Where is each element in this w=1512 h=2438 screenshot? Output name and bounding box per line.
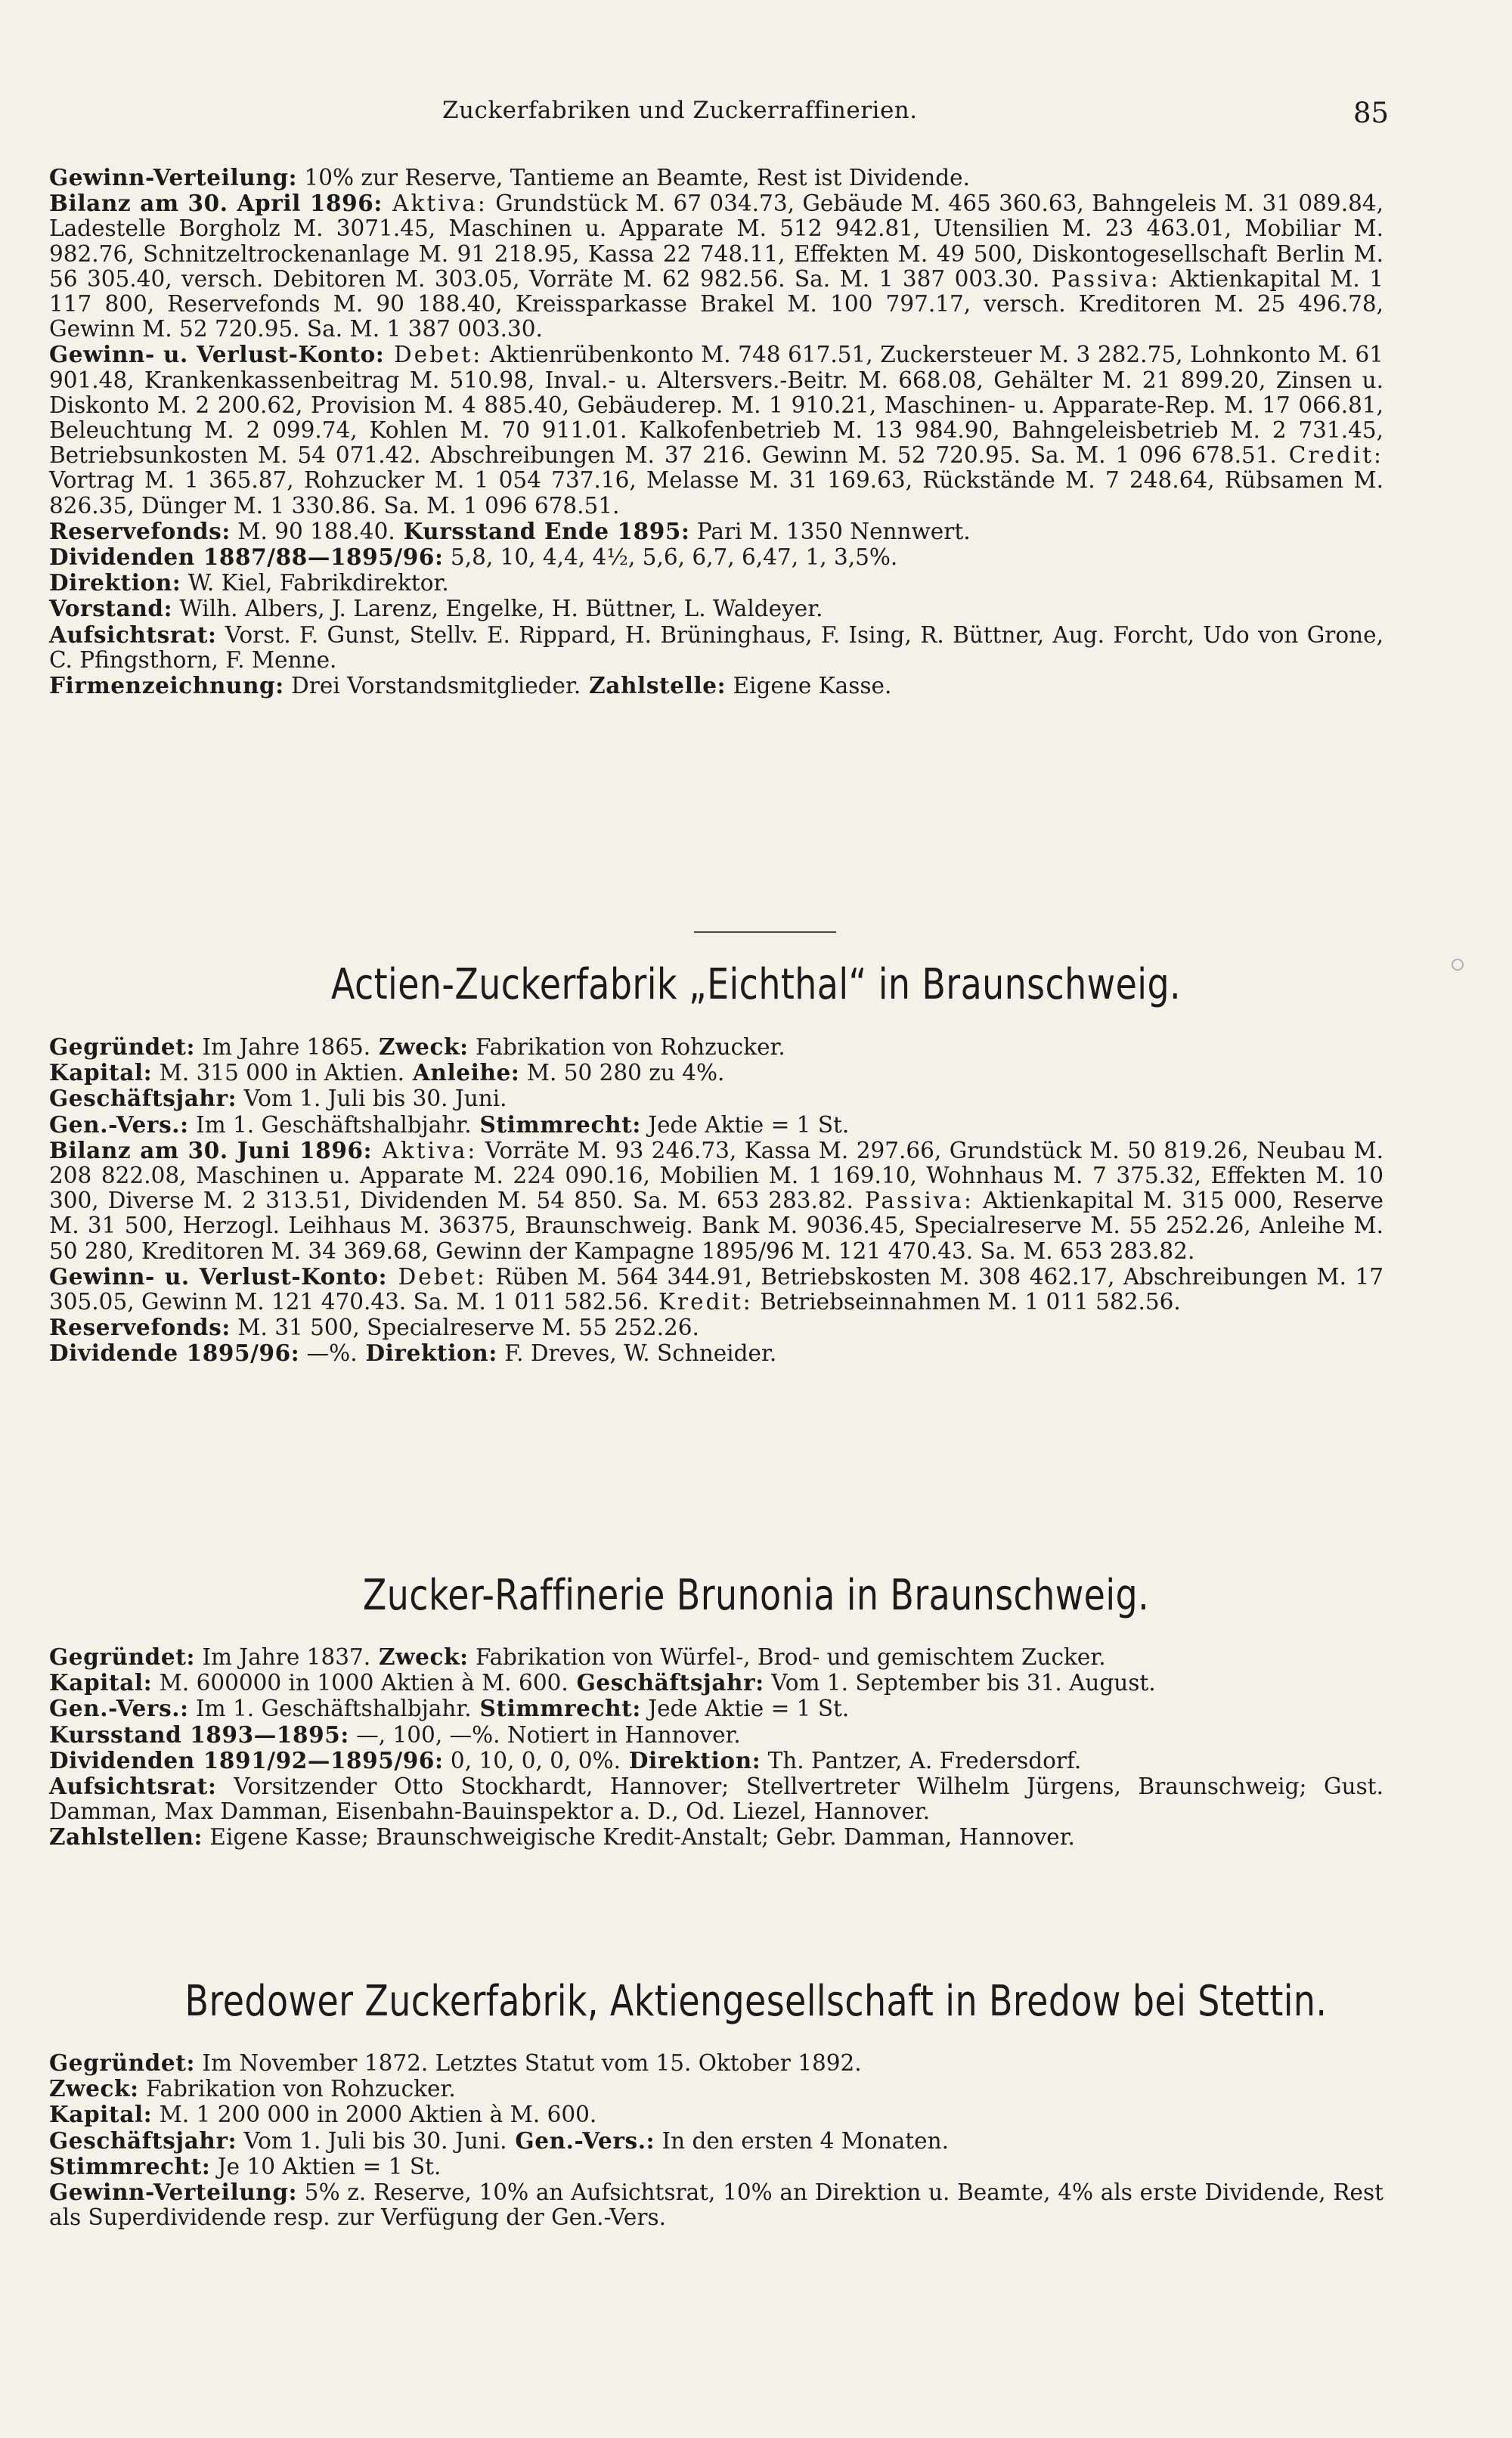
- dividend: [49, 1340, 1383, 1366]
- page-number: 85: [1353, 97, 1390, 129]
- dividends: [49, 1748, 1383, 1774]
- debit-value: Aktienrübenkonto M. 748 617.51, Zuckersteuer M. 3 282.75, Lohnkonto M. 61 901.48, Krankenkassenbeitrag M. 510.98, Inval.- u. Altersvers.-Beitr. M. 668.08, Gehälter M. 21 899.20, Zinsen u. Diskonto M. 2 200.62, Provision M. 4 885.40, Gebäuderep. M. 1 910.21, Maschinen- u. Apparate-Rep. M. 17 066.81, Beleuchtung M. 2 099.74, Kohlen M. 70 911.01. Kalkofenbetrieb M. 13 984.90, Bahngeleisbetrieb M. 2 731.45, Betriebsunkosten M. 54 071.42. Abschreibungen M. 37 216. Gewinn M. 52 720.95. Sa. M. 1 096 678.51.: [49, 342, 1383, 469]
- field-label: Gewinn- u. Verlust-Konto:: [49, 1262, 388, 1290]
- signatory: [49, 673, 1383, 699]
- assets-label: Aktiva:: [372, 1137, 478, 1163]
- field-value: M. 1 200 000 in 2000 Aktien à M. 600.: [152, 2102, 597, 2128]
- field-value: Im 1. Geschäftshalbjahr.: [188, 1696, 472, 1722]
- reserve-fund: [49, 519, 1383, 544]
- field-label: Geschäftsjahr:: [568, 1669, 764, 1696]
- field-label: Gen.-Vers.:: [507, 2127, 655, 2154]
- field-value: Vom 1. Juli bis 30. Juni.: [237, 1086, 507, 1112]
- field-value: Jede Aktie = 1 St.: [640, 1111, 850, 1138]
- field-label: Geschäftsjahr:: [49, 1085, 237, 1112]
- field-value: F. Dreves, W. Schneider.: [497, 1340, 777, 1367]
- field-value: Th. Pantzer, A. Fredersdorf.: [761, 1747, 1082, 1774]
- founded: [49, 2050, 1383, 2076]
- founded: [49, 1644, 1383, 1670]
- reserve-fund: [49, 1315, 1383, 1340]
- liabilities-value: Aktienkapital M. 1 117 800, Reservefonds M. 90 188.40, Kreissparkasse Brakel M. 100 797.17, versch. Kreditoren M. 25 496.78, Gewinn M. 52 720.95. Sa. M. 1 387 003.30.: [49, 265, 1383, 342]
- profit-distribution: [49, 165, 1383, 191]
- field-value: Je 10 Aktien = 1 St.: [210, 2153, 442, 2179]
- field-value: In den ersten 4 Monaten.: [655, 2127, 949, 2154]
- section-title: Zucker-Raffinerie Brunonia in Braunschweig.: [362, 1571, 1150, 1620]
- field-value: Vorst. F. Gunst, Stellv. E. Rippard, H. Brüninghaus, F. Ising, R. Büttner, Aug. Forcht, Udo von Grone, C. Pfingsthorn, F. Menne.: [49, 621, 1383, 673]
- field-value: 0, 10, 0, 0, 0%.: [443, 1747, 621, 1774]
- field-label: Gegründet:: [49, 1033, 195, 1060]
- founded: [49, 1034, 1383, 1060]
- field-label: Vorstand:: [49, 595, 173, 622]
- field-label: Stimmrecht:: [471, 1111, 641, 1138]
- field-value: 10% zur Reserve, Tantieme an Beamte, Rest ist Dividende.: [297, 165, 971, 191]
- balance-sheet: [49, 1138, 1383, 1264]
- field-label: Gen.-Vers.:: [49, 1695, 189, 1722]
- field-label: Gegründet:: [49, 2049, 195, 2076]
- capital: [49, 2102, 1383, 2127]
- debit-label: Debet:: [384, 342, 483, 368]
- liabilities-label: Passiva:: [853, 1188, 974, 1214]
- credit-label: Kredit:: [649, 1289, 753, 1315]
- field-label: Kursstand 1893—1895:: [49, 1721, 349, 1748]
- fiscal-year: [49, 2128, 1383, 2154]
- field-label: Zweck:: [49, 2075, 139, 2102]
- field-value: Im 1. Geschäftshalbjahr.: [188, 1111, 472, 1138]
- field-label: Gewinn- u. Verlust-Konto:: [49, 341, 385, 368]
- credit-value: Vortrag M. 1 365.87, Rohzucker M. 1 054 737.16, Melasse M. 31 169.63, Rückstände M. 7 248.64, Rübsamen M. 826.35, Dünger M. 1 330.86. Sa. M. 1 096 678.51.: [49, 467, 1383, 519]
- field-value: Pari M. 1350 Nennwert.: [689, 518, 971, 544]
- field-value: Vom 1. September bis 31. August.: [764, 1670, 1156, 1696]
- binding-hole-mark: [1452, 959, 1464, 971]
- field-label: Kapital:: [49, 1059, 153, 1086]
- company-entry-bredow: [49, 2050, 1383, 2230]
- field-value: Im Jahre 1837.: [194, 1644, 371, 1670]
- assets-value: Vorräte M. 93 246.73, Kassa M. 297.66, Grundstück M. 50 819.26, Neubau M. 208 822.08, Maschinen u. Apparate M. 224 090.16, Mobilien M. 1 169.10, Wohnhaus M. 7 375.32, Effekten M. 10 300, Diverse M. 2 313.51, Dividenden M. 54 850. Sa. M. 653 283.82.: [49, 1137, 1383, 1214]
- field-label: Reservefonds:: [49, 1314, 231, 1341]
- field-label: Stimmrecht:: [471, 1695, 641, 1722]
- field-label: Kapital:: [49, 2101, 153, 2128]
- field-value: Wilh. Albers, J. Larenz, Engelke, H. Büttner, L. Waldeyer.: [172, 596, 823, 622]
- general-meeting: [49, 1696, 1383, 1721]
- balance-sheet: [49, 191, 1383, 342]
- share-price: [49, 1722, 1383, 1748]
- board: [49, 596, 1383, 621]
- field-label: Kapital:: [49, 1669, 153, 1696]
- supervisory-board: [49, 1774, 1383, 1824]
- field-value: M. 600000 in 1000 Aktien à M. 600.: [152, 1670, 569, 1696]
- liabilities-label: Passiva:: [1040, 265, 1160, 292]
- field-value: M. 90 188.40.: [230, 518, 395, 544]
- company-entry-continued: [49, 165, 1383, 699]
- debit-value: Rüben M. 564 344.91, Betriebskosten M. 308 462.17, Abschreibungen M. 17 305.05, Gewinn M. 121 470.43. Sa. M. 1 011 582.56.: [49, 1263, 1383, 1315]
- debit-label: Debet:: [387, 1263, 487, 1290]
- field-label: Direktion:: [620, 1746, 761, 1774]
- section-title: Bredower Zuckerfabrik, Aktiengesellschaft in Bredow bei Stettin.: [184, 1977, 1328, 2026]
- field-label: Gewinn-Verteilung:: [49, 2179, 298, 2206]
- paying-agents: [49, 1824, 1383, 1850]
- field-value: Vom 1. Juli bis 30. Juni.: [237, 2127, 507, 2154]
- field-label: Direktion:: [357, 1340, 497, 1367]
- field-value: Im Jahre 1865.: [194, 1034, 371, 1060]
- running-head: Zuckerfabriken und Zuckerraffinerien.: [442, 97, 918, 124]
- section-divider: [694, 931, 836, 933]
- field-value: M. 315 000 in Aktien.: [152, 1060, 405, 1086]
- page-header: [0, 97, 1512, 142]
- company-entry-eichthal: [49, 1034, 1383, 1367]
- field-label: Geschäftsjahr:: [49, 2127, 237, 2154]
- field-label: Direktion:: [49, 569, 181, 596]
- field-value: Eigene Kasse; Braunschweigische Kredit-Anstalt; Gebr. Damman, Hannover.: [203, 1824, 1075, 1851]
- field-value: Jede Aktie = 1 St.: [640, 1696, 850, 1722]
- field-value: M. 50 280 zu 4%.: [519, 1060, 725, 1086]
- company-entry-brunonia: [49, 1644, 1383, 1851]
- credit-value: Betriebseinnahmen M. 1 011 582.56.: [752, 1289, 1181, 1315]
- field-label: Dividenden 1887/88—1895/96:: [49, 544, 444, 571]
- liabilities-value: Aktienkapital M. 315 000, Reserve M. 31 500, Herzogl. Leihhaus M. 36375, Braunschweig. Bank M. 9036.45, Specialreserve M. 55 252.26, Anleihe M. 50 280, Kreditoren M. 34 369.68, Gewinn der Kampagne 1895/96 M. 121 470.43. Sa. M. 653 283.82.: [49, 1188, 1384, 1264]
- field-label: Bilanz am 30. April 1896:: [49, 190, 383, 217]
- field-label: Zweck:: [370, 1643, 469, 1670]
- capital: [49, 1060, 1383, 1086]
- field-label: Gen.-Vers.:: [49, 1111, 189, 1138]
- field-label: Kursstand Ende 1895:: [395, 517, 690, 544]
- field-label: Firmenzeichnung:: [49, 672, 284, 699]
- purpose: [49, 2076, 1383, 2102]
- section-title: Actien-Zuckerfabrik „Eichthal“ in Braunschweig.: [330, 960, 1182, 1009]
- capital: [49, 1670, 1383, 1696]
- field-label: Dividenden 1891/92—1895/96:: [49, 1746, 444, 1774]
- field-label: Aufsichtsrat:: [49, 621, 217, 648]
- field-value: Im November 1872. Letztes Statut vom 15. Oktober 1892.: [194, 2050, 862, 2076]
- field-value: 5,8, 10, 4,4, 4½, 5,6, 6,7, 6,47, 1, 3,5%.: [443, 544, 898, 571]
- management: [49, 570, 1383, 596]
- credit-label: Credit:: [1276, 442, 1383, 469]
- fiscal-year: [49, 1086, 1383, 1111]
- field-value: —%.: [299, 1340, 358, 1367]
- profit-distribution: [49, 2179, 1383, 2230]
- field-value: 5% z. Reserve, 10% an Aufsichtsrat, 10% an Direktion u. Beamte, 4% als erste Dividende, Rest als Superdividende resp. zur Verfügung der Gen.-Vers.: [49, 2179, 1383, 2231]
- field-value: Fabrikation von Würfel-, Brod- und gemischtem Zucker.: [468, 1644, 1106, 1670]
- dividends: [49, 544, 1383, 570]
- field-value: Fabrikation von Rohzucker.: [468, 1034, 785, 1060]
- field-value: —, 100, —%. Notiert in Hannover.: [349, 1721, 741, 1748]
- field-label: Bilanz am 30. Juni 1896:: [49, 1136, 373, 1163]
- field-value: Fabrikation von Rohzucker.: [138, 2076, 456, 2102]
- field-value: Drei Vorstandsmitglieder.: [284, 673, 581, 699]
- field-label: Gewinn-Verteilung:: [49, 164, 298, 191]
- assets-value: Grundstück M. 67 034.73, Gebäude M. 465 360.63, Bahngeleis M. 31 089.84, Ladestelle Borgholz M. 3071.45, Maschinen u. Apparate M. 512 942.81, Utensilien M. 23 463.01, Mobiliar M. 982.76, Schnitzeltrockenanlage M. 91 218.95, Kassa 22 748.11, Effekten M. 49 500, Diskontogesellschaft Berlin M. 56 305.40, versch. Debitoren M. 303.05, Vorräte M. 62 982.56. Sa. M. 1 387 003.30.: [49, 191, 1383, 292]
- field-label: Aufsichtsrat:: [49, 1773, 217, 1800]
- general-meeting: [49, 1112, 1383, 1138]
- field-value: Vorsitzender Otto Stockhardt, Hannover; Stellvertreter Wilhelm Jürgens, Braunschweig; Gust. Damman, Max Damman, Eisenbahn-Bauinspektor a. D., Od. Liezel, Hannover.: [49, 1774, 1383, 1825]
- field-label: Dividende 1895/96:: [49, 1340, 300, 1367]
- field-label: Anleihe:: [404, 1059, 520, 1086]
- field-value: M. 31 500, Specialreserve M. 55 252.26.: [230, 1315, 699, 1341]
- field-label: Reservefonds:: [49, 517, 231, 544]
- field-label: Zahlstellen:: [49, 1823, 203, 1851]
- field-label: Zahlstelle:: [581, 672, 727, 699]
- assets-label: Aktiva:: [382, 191, 488, 217]
- profit-loss-account: [49, 342, 1383, 518]
- profit-loss-account: [49, 1264, 1383, 1315]
- field-value: W. Kiel, Fabrikdirektor.: [181, 570, 449, 596]
- supervisory-board: [49, 622, 1383, 673]
- voting-right: [49, 2154, 1383, 2179]
- field-label: Stimmrecht:: [49, 2152, 211, 2179]
- field-value: Eigene Kasse.: [726, 673, 892, 699]
- field-label: Zweck:: [370, 1033, 469, 1060]
- field-label: Gegründet:: [49, 1643, 195, 1670]
